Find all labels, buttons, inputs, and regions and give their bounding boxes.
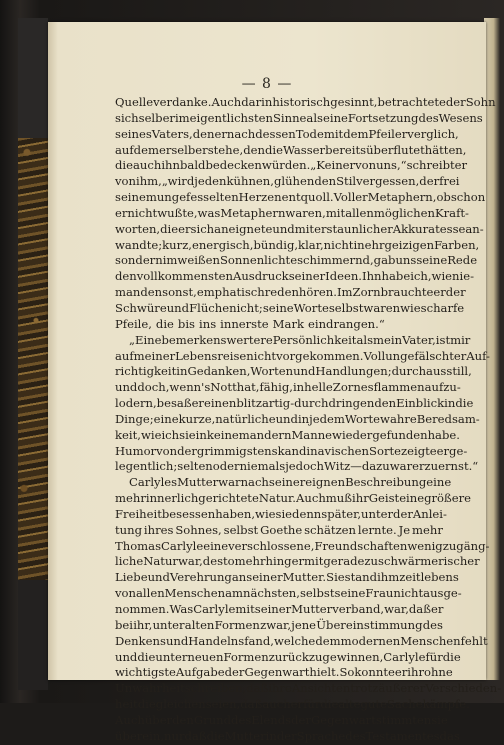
- text-line: Denkens und Handelns fand, welche dem modernen Menschen fehlt: [115, 633, 488, 648]
- text-line: und die unter neuen Formen zurückzugewinnen, Carlyle für die: [115, 649, 461, 664]
- text-line: er nicht wußte, was Metaphern waren, mit allen möglichen Kraft-: [115, 205, 469, 220]
- text-line: Pfeile, die bis ins innerste Mark eindrangen.“: [115, 316, 385, 331]
- text-line: seinem ungefesselten Herzen entquoll. Voller Metaphern, obschon: [115, 190, 486, 205]
- text-line: Freiheit besessen haben, wie sie denn später, unter der Anlei-: [115, 506, 447, 521]
- text-line: sondern im weißen Sonnenlichte schimmernd, gab uns seine Rede: [115, 253, 478, 268]
- text-line: „Eine bemerkenswertere Persönlichkeit als mein Vater, ist mir: [129, 332, 471, 347]
- text-line: keit, wie ich sie in keinem andern Manne wiedergefunden habe.: [115, 427, 460, 442]
- page-number: — 8 —: [241, 76, 293, 92]
- body-text: [115, 95, 502, 745]
- text-line: lodern, besaß er einen blitzartig-durchdringenden Einblick in die: [115, 396, 474, 411]
- text-line: wandte; kurz, energisch, bündig, klar, nicht in ehrgeizigen Farben,: [115, 237, 480, 252]
- text-line: richtigkeit in Gedanken, Worten und Handlungen; durchaus still,: [115, 364, 472, 379]
- text-line: Thomas Carlyle eine verschlossene, Freundschaften wenig zugäng-: [115, 538, 490, 553]
- text-line: heit die gleichen seien, daß auch er für die alte gute Sache kämpfe.: [115, 697, 470, 712]
- text-line: liche Natur war, desto mehr hing er mit geradezu schwärmerischer: [115, 554, 480, 569]
- text-line: sich selber im eigentlichsten Sinne als eine Fortsetzung des Wesens: [115, 110, 483, 125]
- text-line: überein, nur daß die Mutter in der Sprache des Testamentes das: [115, 728, 460, 743]
- text-line: von ihm, „wird je den kühnen, glühenden Stil vergessen, der frei: [115, 174, 460, 189]
- book-cover-edge: [18, 18, 50, 690]
- text-line: auf dem er selber stehe, den die Wasser bereits überflutet hätten,: [115, 142, 467, 157]
- text-line: von allen Menschen am nächsten, selbst seine Frau nicht ausge-: [115, 586, 462, 601]
- text-line: die auch ihn bald bedecken würden. „Keiner von uns,“ schreibt er: [115, 158, 468, 173]
- text-line: worten, die er sich aneignete und mit erstaunlicher Akkuratesse an-: [115, 221, 484, 236]
- text-line: und doch, wenn's Not that, fähig, in helle Zornesflammen aufzu-: [115, 380, 461, 395]
- text-line: den vollkommensten Ausdruck seiner Ideen. Ihn habe ich, wie nie-: [115, 269, 475, 284]
- text-line: manden sonst, emphatisch reden hören. Im Zorn brauchte er der: [115, 285, 466, 300]
- text-line: nommen. Was Carlyle mit seiner Mutter verband, war, daß er: [115, 602, 444, 616]
- text-line: mehr innerlich gerichtete Natur. Auch muß ihr Geist eine größere: [115, 491, 472, 506]
- text-line: Unwahrheit schreiben, daß ihre Ansichten trotz äußerer Verschieden-: [115, 681, 502, 696]
- text-line: legentlich; selten oder niemals jedoch Witz — dazu war er zu ernst.“: [115, 459, 479, 474]
- text-line: tung ihres Sohnes, selbst Goethe schätzen lernte. Je mehr: [115, 522, 443, 537]
- text-line: seines Vaters, den er nach dessen Tode mit dem Pfeiler verglich,: [115, 126, 459, 141]
- text-line: bei ihr, unter alten Formen zwar, jene Übereinstimmung des: [115, 617, 443, 632]
- text-line: wichtigste Aufgabe der Gegenwart hielt. So konnte er ihr ohne: [115, 665, 453, 680]
- text-line: Quelle verdanke. Auch darin historisch gesinnt, betrachtete der Sohn: [115, 95, 496, 109]
- text-line: Dinge; eine kurze, natürliche und in jedem Worte wahre Beredsam-: [115, 411, 480, 426]
- text-line: Auch über den Grund des Elends der Gegenwart stimmten sie: [115, 712, 448, 727]
- text-line: Schwüre und Flüche nicht; seine Worte selbst waren wie scharfe: [115, 300, 465, 315]
- text-line: Humor von der grimmigsten skandinavischen Sorte zeigte er ge-: [115, 443, 468, 458]
- text-line: auf meiner Lebensreise nicht vorgekommen. Voll ungefälschter Auf-: [115, 348, 490, 363]
- text-line: Carlyles Mutter war nach seiner eignen Beschreibung eine: [129, 475, 452, 490]
- text-line: Liebe und Verehrung an seiner Mutter. Sie stand ihm zeitlebens: [115, 570, 459, 585]
